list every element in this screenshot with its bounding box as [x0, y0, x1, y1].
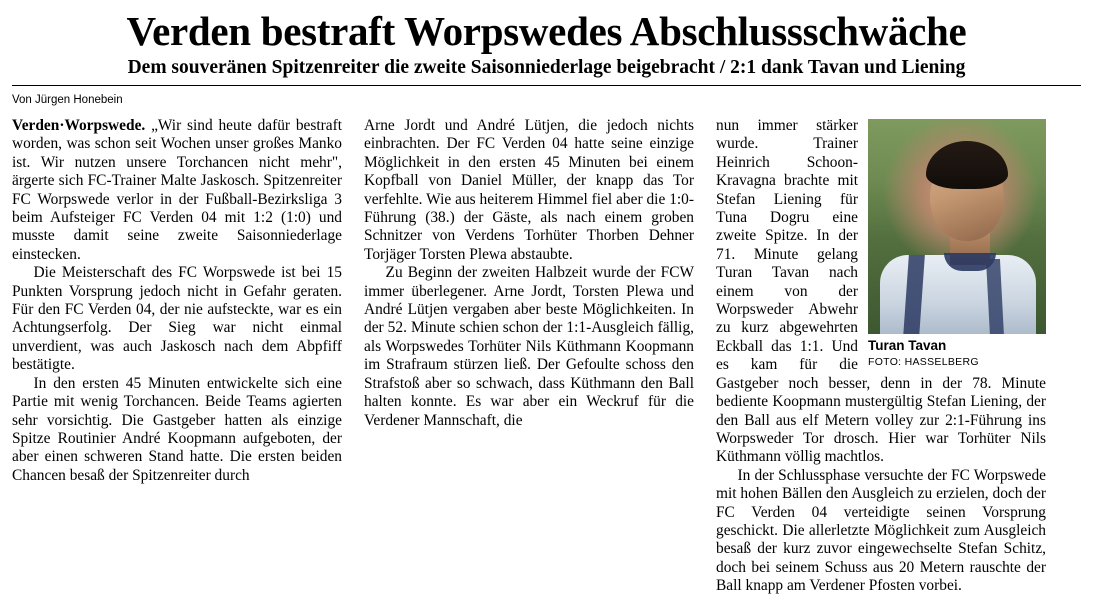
- photo-image: [868, 119, 1046, 334]
- paragraph: In der Schlussphase versuchte der FC Worpswede mit hohen Bällen den Ausgleich zu erzielen, doch der FC Verden 04 verteidigte seinen Vorsprung geschickt. Die allerletzte Möglichkeit zum Ausgleich besaß der kurz zuvor eingewechselte Stefan Schitz, doch bei seinem Schuss aus 20 Metern rauschte der Ball knapp am Verdener Pfosten vorbei.: [716, 466, 1046, 595]
- article-column-3: [716, 117, 1046, 596]
- paragraph-text: „Wir sind heute dafür bestraft worden, was schon seit Wochen unser großes Manko ist. Wir nutzen unsere Torchancen nicht mehr", ärgerte sich FC-Trainer Malte Jaskosch. Spitzenreiter FC Worpswede verlor in der Fußball-Bezirksliga 3 beim Aufsteiger FC Verden 04 mit 1:2 (1:0) und musste damit seine zweite Saisonniederlage einstecken.: [12, 117, 343, 263]
- paragraph: Die Meisterschaft des FC Worpswede ist bei 15 Punkten Vorsprung jedoch nicht in Gefahr geraten. Für den FC Verden 04, der nie aufsteckte, war es ein Achtungserfolg. Der Sieg war nicht einmal unverdient, was auch Jaskosch nach dem Abpfiff bestätigte.: [12, 264, 342, 374]
- article-subhead: Dem souveränen Spitzenreiter die zweite Saisonniederlage beigebracht / 2:1 dank Tavan und Liening: [127, 57, 966, 78]
- paragraph: In den ersten 45 Minuten entwickelte sich eine Partie mit wenig Torchancen. Beide Teams agierten sehr vorsichtig. Die Gastgeber hatten als einzige Spitze Routinier André Koopmann aufgeboten, der aber einen schweren Stand hatte. Die ersten beiden Chancen besaß der Spitzenreiter durch: [12, 374, 342, 484]
- paragraph: Arne Jordt und André Lütjen, die jedoch nichts einbrachten. Der FC Verden 04 hatte seine einzige Möglichkeit in den ersten 45 Minuten bei einem Kopfball von Daniel Müller, der knapp das Tor verfehlte. Wie aus heiterem Himmel fiel aber die 1:0-Führung (38.) der Gäste, als nach einem groben Schnitzer von Verdens Torhüter Thorben Dehner Torjäger Torsten Plewa abstaubte.: [364, 117, 694, 263]
- photo-caption-name: Turan Tavan: [868, 338, 947, 353]
- byline: Von Jürgen Honebein: [12, 94, 123, 106]
- article-columns: [12, 117, 1081, 596]
- photo-caption-credit: FOTO: HASSELBERG: [868, 356, 979, 368]
- dateline: Verden·Worpswede.: [12, 117, 146, 134]
- photo-figure: [868, 119, 1046, 369]
- article-column-1: [12, 117, 342, 485]
- article-column-2: [364, 117, 694, 430]
- photo-hair: [926, 141, 1008, 189]
- horizontal-rule: [12, 85, 1081, 86]
- page-title: Verden bestraft Worpswedes Abschlussschwäche: [126, 8, 967, 54]
- paragraph: nun immer stärker wurde. Trainer Heinrich Schoon-Kravagna brachte mit Stefan Liening für Tuna Dogru eine zweite Spitze. In der 71. Minute gelang Turan Tavan nach einem von der Worpsweder Abwehr zu kurz abgewehrten Eckball das 1:1. Und es kam für die Gastgeber noch besser, denn in der 78. Minute bediente Koopmann mustergültig Stefan Liening, der den Ball aus elf Metern volley zur 2:1-Führung ins Worpsweder Tor drosch. Hier war Torhüter Nils Küthmann völlig machtlos.: [716, 117, 1046, 466]
- paragraph: [12, 117, 342, 264]
- paragraph: Zu Beginn der zweiten Halbzeit wurde der FCW immer überlegener. Arne Jordt, Torsten Plewa und André Lütjen vergaben aber beste Möglichkeiten. In der 52. Minute schien schon der 1:1-Ausgleich fällig, als Worpswedes Torhüter Nils Küthmann Koopmann im Strafraum stürzen ließ. Der Gefoulte schoss den Strafstoß aber so schwach, dass Küthmann den Ball halten konnte. Es war aber ein Weckruf für die Verdener Mannschaft, die: [364, 264, 694, 429]
